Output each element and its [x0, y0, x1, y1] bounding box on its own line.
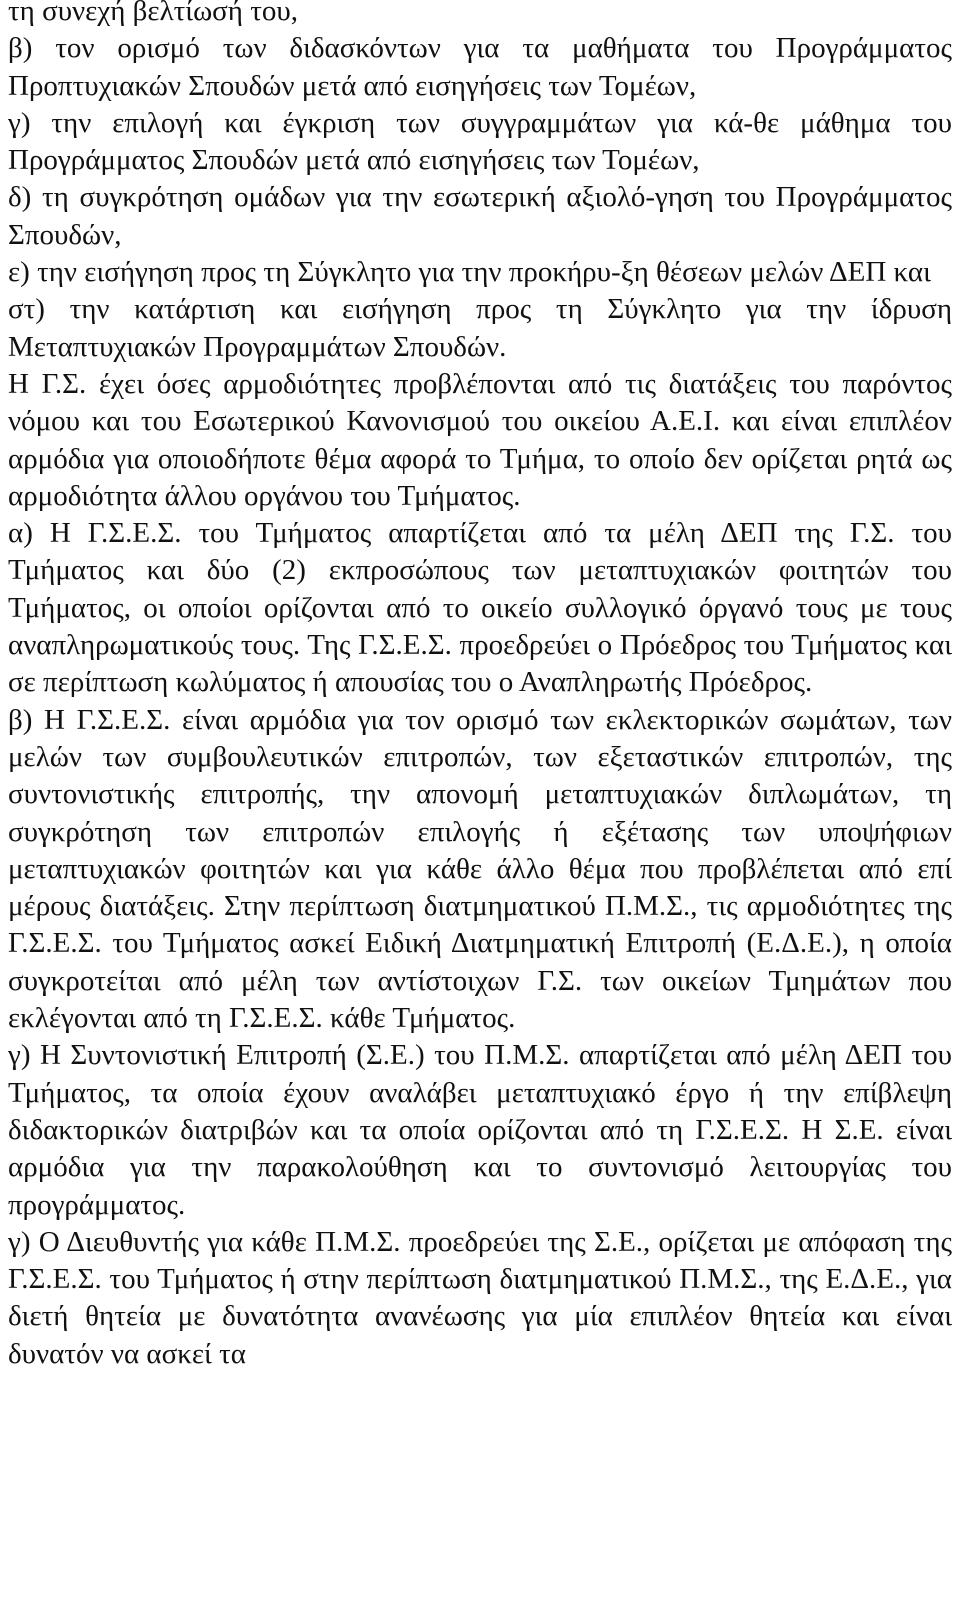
paragraph-item-c-textbooks: γ) την επιλογή και έγκριση των συγγραμμάτων για κά-θε μάθημα του Προγράμματος Σπουδών μετά από εισηγήσεις των Τομέων,: [8, 106, 952, 177]
paragraph-item-d-evaluation: δ) τη συγκρότηση ομάδων για την εσωτερική αξιολό-γηση του Προγράμματος Σπουδών,: [8, 181, 952, 251]
paragraph-item-st-postgraduate: στ) την κατάρτιση και εισήγηση προς τη Σύγκλητο για την ίδρυση Μεταπτυχιακών Προγραμμάτων Σπουδών.: [8, 293, 952, 363]
document-body: [8, 0, 952, 1373]
paragraph-item-e-positions: ε) την εισήγηση προς τη Σύγκλητο για την προκήρυ-ξη θέσεων μελών ΔΕΠ και: [8, 256, 931, 289]
paragraph-continuation: τη συνεχή βελτίωσή του,: [8, 0, 298, 27]
paragraph-item-b-teachers: β) τον ορισμό των διδασκόντων για τα μαθήματα του Προγράμματος Προπτυχιακών Σπουδών μετά από εισηγήσεις των Τομέων,: [8, 32, 952, 102]
paragraph-gses-composition: α) Η Γ.Σ.Ε.Σ. του Τμήματος απαρτίζεται από τα μέλη ΔΕΠ της Γ.Σ. του Τμήματος και δύο (2) εκπροσώπους των μεταπτυχιακών φοιτητών του Τμήματος, οι οποίοι ορίζονται από το οικείο συλλογικό όργανό τους με τους αναπληρωματικούς τους. Της Γ.Σ.Ε.Σ. προεδρεύει ο Πρόεδρος του Τμήματος και σε περίπτωση κωλύματος ή απουσίας του ο Αναπληρωτής Πρόεδρος.: [8, 517, 952, 699]
paragraph-gses-responsibilities: β) Η Γ.Σ.Ε.Σ. είναι αρμόδια για τον ορισμό των εκλεκτορικών σωμάτων, των μελών των συμβουλευτικών επιτροπών, των εξεταστικών επιτροπών, της συντονιστικής επιτροπής, την απονομή μεταπτυχιακών διπλωμάτων, τη συγκρότηση των επιτροπών επιλογής ή εξέτασης των υποψήφιων μεταπτυχιακών φοιτητών και για κάθε άλλο θέμα που προβλέπεται από επί μέρους διατάξεις. Στην περίπτωση διατμηματικού Π.Μ.Σ., τις αρμοδιότητες της Γ.Σ.Ε.Σ. του Τμήματος ασκεί Ειδική Διατμηματική Επιτροπή (Ε.Δ.Ε.), η οποία συγκροτείται από μέλη των αντίστοιχων Γ.Σ. των οικείων Τμημάτων που εκλέγονται από τη Γ.Σ.Ε.Σ. κάθε Τμήματος.: [8, 703, 952, 1035]
paragraph-coordinating-committee: γ) Η Συντονιστική Επιτροπή (Σ.Ε.) του Π.Μ.Σ. απαρτίζεται από μέλη ΔΕΠ του Τμήματος, τα οποία έχουν αναλάβει μεταπτυχιακό έργο ή την επίβλεψη διδακτορικών διατριβών και τα οποία ορίζονται από τη Γ.Σ.Ε.Σ. Η Σ.Ε. είναι αρμόδια για την παρακολούθηση και το συντονισμό λειτουργίας του προγράμματος.: [8, 1039, 952, 1221]
paragraph-director: γ) Ο Διευθυντής για κάθε Π.Μ.Σ. προεδρεύει της Σ.Ε., ορίζεται με απόφαση της Γ.Σ.Ε.Σ. του Τμήματος ή στην περίπτωση διατμηματικού Π.Μ.Σ., της Ε.Δ.Ε., για διετή θητεία με δυνατότητα ανανέωσης για μία επιπλέον θητεία και είναι δυνατόν να ασκεί τα: [8, 1225, 952, 1370]
paragraph-general-assembly: Η Γ.Σ. έχει όσες αρμοδιότητες προβλέπονται από τις διατάξεις του παρόντος νόμου και του Εσωτερικού Κανονισμού του οικείου Α.Ε.Ι. και είναι επιπλέον αρμόδια για οποιοδήποτε θέμα αφορά το Τμήμα, το οποίο δεν ορίζεται ρητά ως αρμοδιότητα άλλου οργάνου του Τμήματος.: [8, 367, 952, 512]
